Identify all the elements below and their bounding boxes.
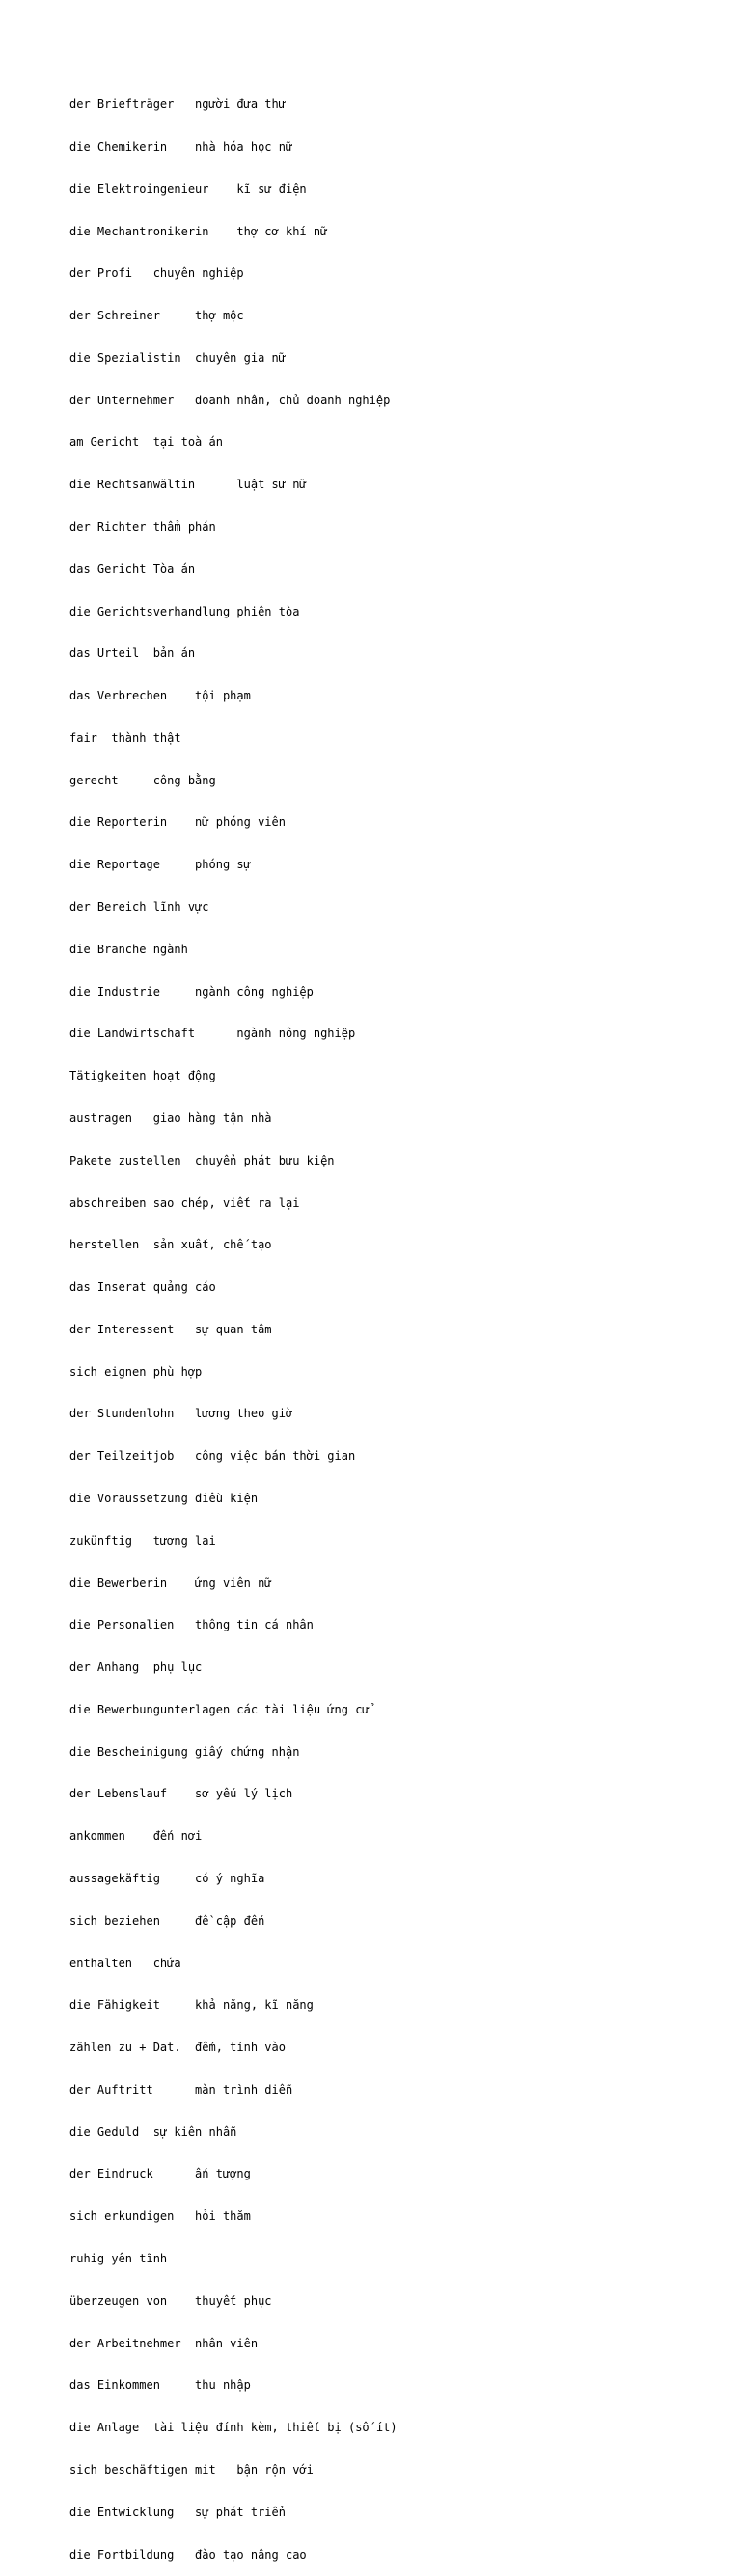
vocab-line: der Richter thẩm phán <box>69 520 216 534</box>
vocab-line: der Interessent sự quan tâm <box>69 1322 272 1336</box>
vocab-line: die Elektroingenieur kĩ sư điện <box>69 181 307 196</box>
vocab-line: die Chemikerin nhà hóa học nữ <box>69 139 293 153</box>
vocab-line: die Geduld sự kiên nhẫn <box>69 2124 237 2139</box>
vocab-line: die Landwirtschaft ngành nông nghiệp <box>69 1027 356 1041</box>
vocab-line: das Gericht Tòa án <box>69 562 196 576</box>
vocabulary-document <box>69 69 706 2576</box>
vocab-line: die Bewerbungunterlagen các tài liệu ứng cử <box>69 1702 370 1716</box>
vocab-line: zählen zu + Dat. đếm, tính vào <box>69 2041 286 2055</box>
vocab-line: der Stundenlohn lương theo giờ <box>69 1407 293 1421</box>
vocab-line: der Teilzeitjob công việc bán thời gian <box>69 1449 356 1464</box>
vocab-line: der Lebenslauf sơ yếu lý lịch <box>69 1787 293 1801</box>
vocab-line: die Gerichtsverhandlung phiên tòa <box>69 604 300 618</box>
vocab-line: der Profi chuyên nghiệp <box>69 266 244 281</box>
vocab-line: der Anhang phụ lục <box>69 1660 203 1675</box>
vocab-line: sich beschäftigen mit bận rộn với <box>69 2462 314 2477</box>
vocab-line: die Fähigkeit khả năng, kĩ năng <box>69 1998 314 2013</box>
vocab-line: ankommen đến nơi <box>69 1829 203 1844</box>
vocab-line: die Mechantronikerin thợ cơ khí nữ <box>69 224 328 238</box>
vocab-line: die Reporterin nữ phóng viên <box>69 815 286 830</box>
vocab-line: ruhig yên tĩnh <box>69 2252 168 2266</box>
vocab-line: enthalten chứa <box>69 1956 181 1970</box>
vocab-line: aussagekäftig có ý nghĩa <box>69 1872 265 1885</box>
vocab-line: zukünftig tương lai <box>69 1533 216 1548</box>
vocab-line: die Bescheinigung giấy chứng nhận <box>69 1744 300 1759</box>
vocab-line: herstellen sản xuất, chế tạo <box>69 1238 272 1252</box>
vocab-line: Tätigkeiten hoạt động <box>69 1069 216 1083</box>
vocab-line: der Eindruck ấn tượng <box>69 2167 251 2181</box>
vocab-line: am Gericht tại toà án <box>69 435 223 450</box>
vocab-line: der Unternehmer doanh nhân, chủ doanh nghiệp <box>69 393 391 407</box>
vocab-line: die Fortbildung đào tạo nâng cao <box>69 2547 307 2562</box>
vocab-line: austragen giao hàng tận nhà <box>69 1110 272 1125</box>
vocab-line: der Arbeitnehmer nhân viên <box>69 2336 259 2350</box>
vocab-line: die Voraussetzung điều kiện <box>69 1491 259 1505</box>
vocab-line: sich eignen phù hợp <box>69 1364 203 1379</box>
vocab-line: die Branche ngành <box>69 942 188 956</box>
vocab-line: die Bewerberin ứng viên nữ <box>69 1576 272 1590</box>
vocab-line: Pakete zustellen chuyển phát bưu kiện <box>69 1153 335 1167</box>
vocab-line: die Reportage phóng sự <box>69 858 251 872</box>
vocab-line: gerecht công bằng <box>69 773 216 787</box>
vocab-line: die Spezialistin chuyên gia nữ <box>69 350 286 365</box>
vocab-line: sich erkundigen hỏi thăm <box>69 2209 251 2224</box>
vocab-line: das Verbrechen tội phạm <box>69 689 251 703</box>
vocab-line: das Urteil bản án <box>69 646 196 661</box>
vocab-line: sich beziehen đề cập đến <box>69 1913 265 1928</box>
vocab-line: die Personalien thông tin cá nhân <box>69 1618 314 1632</box>
vocab-line: der Auftritt màn trình diễn <box>69 2082 293 2096</box>
vocab-line: die Entwicklung sự phát triển <box>69 2505 286 2519</box>
vocab-line: die Rechtsanwältin luật sư nữ <box>69 478 307 492</box>
vocab-line: die Anlage tài liệu đính kèm, thiết bị (số ít) <box>69 2421 398 2435</box>
vocab-line: die Industrie ngành công nghiệp <box>69 984 314 999</box>
vocab-line: abschreiben sao chép, viết ra lại <box>69 1195 300 1210</box>
vocab-line: der Bereich lĩnh vực <box>69 900 209 915</box>
vocab-line: der Schreiner thợ mộc <box>69 309 244 323</box>
vocab-line: das Einkommen thu nhập <box>69 2378 251 2393</box>
vocab-line: der Briefträger người đưa thư <box>69 97 286 112</box>
vocab-line: das Inserat quảng cáo <box>69 1280 216 1295</box>
vocab-line: überzeugen von thuyết phục <box>69 2293 272 2308</box>
vocab-line: fair thành thật <box>69 730 181 745</box>
